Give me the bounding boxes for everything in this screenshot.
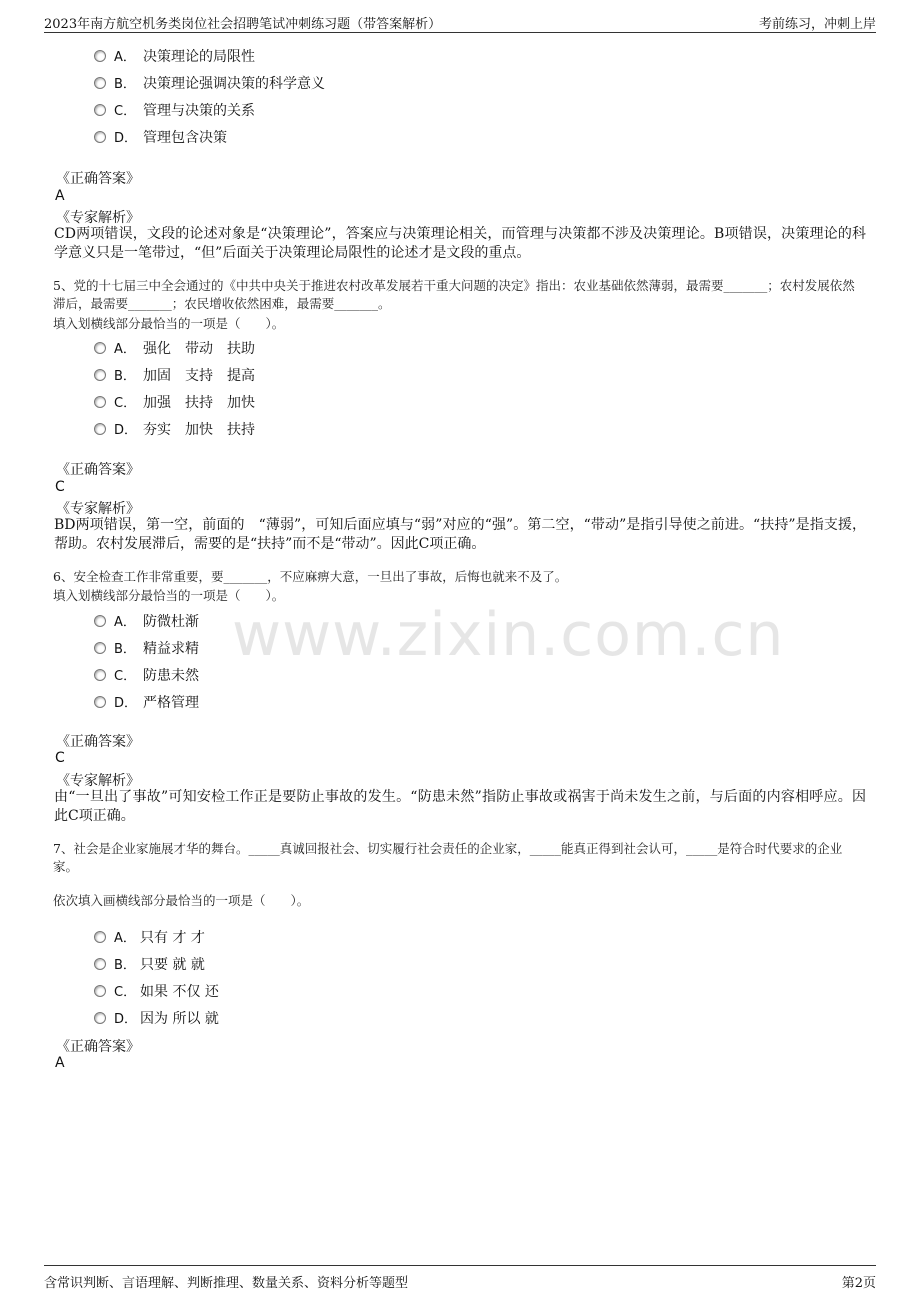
document-title: 2023年南方航空机务类岗位社会招聘笔试冲刺练习题（带答案解析） (44, 17, 442, 32)
q5-question: 5、党的十七届三中全会通过的《中共中央关于推进农村改革发展若干重大问题的决定》指出：农业基础依然薄弱，最需要_______；农村发展依然滞后，最需要_______；农民增收依然困难，最需要_______。 (53, 278, 855, 311)
radio-icon[interactable] (94, 985, 106, 997)
radio-icon[interactable] (94, 669, 106, 681)
radio-icon[interactable] (94, 77, 106, 89)
q4-analysis-label: 《专家解析》 (56, 210, 140, 226)
q6-question: 6、安全检查工作非常重要，要_______，不应麻痹大意，一旦出了事故，后悔也就来不及了。 (53, 569, 568, 584)
page-footer (44, 1265, 876, 1296)
q6-answer-label: 《正确答案》 (56, 734, 140, 750)
radio-icon[interactable] (94, 696, 106, 708)
radio-icon[interactable] (94, 931, 106, 943)
q7-answer: A (55, 1055, 65, 1071)
q6-analysis: 由“一旦出了事故”可知安检工作正是要防止事故的发生。“防患未然”指防止事故或祸害于尚未发生之前，与后面的内容相呼应。因此C项正确。 (54, 789, 866, 824)
q5-answer: C (55, 479, 65, 495)
q6-instruction: 填入划横线部分最恰当的一项是（ ）。 (53, 588, 285, 603)
radio-icon[interactable] (94, 396, 106, 408)
q7-question: 7、社会是企业家施展才华的舞台。_____真诚回报社会、切实履行社会责任的企业家，_____能真正得到社会认可，_____是符合时代要求的企业家。 (53, 841, 843, 874)
page-header (44, 10, 876, 33)
radio-icon[interactable] (94, 131, 106, 143)
q6-answer: C (55, 750, 65, 766)
radio-icon[interactable] (94, 50, 106, 62)
q5-analysis-label: 《专家解析》 (56, 501, 140, 517)
q7-instruction: 依次填入画横线部分最恰当的一项是（ ）。 (53, 893, 310, 908)
radio-icon[interactable] (94, 342, 106, 354)
page-number: 第2页 (841, 1276, 876, 1291)
q5-answer-label: 《正确答案》 (56, 462, 140, 478)
q4-answer: A (55, 188, 65, 204)
radio-icon[interactable] (94, 1012, 106, 1024)
radio-icon[interactable] (94, 423, 106, 435)
footer-note: 含常识判断、言语理解、判断推理、数量关系、资料分析等题型 (44, 1276, 409, 1291)
radio-icon[interactable] (94, 615, 106, 627)
q5-instruction: 填入划横线部分最恰当的一项是（ ）。 (53, 316, 285, 331)
header-slogan: 考前练习，冲刺上岸 (758, 17, 876, 32)
watermark: www.zixin.com.cn (232, 600, 785, 670)
q5-analysis: BD两项错误，第一空，前面的 “薄弱”，可知后面应填与“弱”对应的“强”。第二空，“带动”是指引导使之前进。“扶持”是指支援，帮助。农村发展滞后，需要的是“扶持”而不是“带动”。因此C项正确。 (54, 517, 866, 552)
radio-icon[interactable] (94, 369, 106, 381)
radio-icon[interactable] (94, 104, 106, 116)
radio-icon[interactable] (94, 958, 106, 970)
q4-answer-label: 《正确答案》 (56, 171, 140, 187)
radio-icon[interactable] (94, 642, 106, 654)
q7-answer-label: 《正确答案》 (56, 1039, 140, 1055)
q4-analysis: CD两项错误，文段的论述对象是“决策理论”，答案应与决策理论相关，而管理与决策都不涉及决策理论。B项错误，决策理论的科学意义只是一笔带过，“但”后面关于决策理论局限性的论述才是文段的重点。 (54, 226, 866, 261)
q6-analysis-label: 《专家解析》 (56, 773, 140, 789)
